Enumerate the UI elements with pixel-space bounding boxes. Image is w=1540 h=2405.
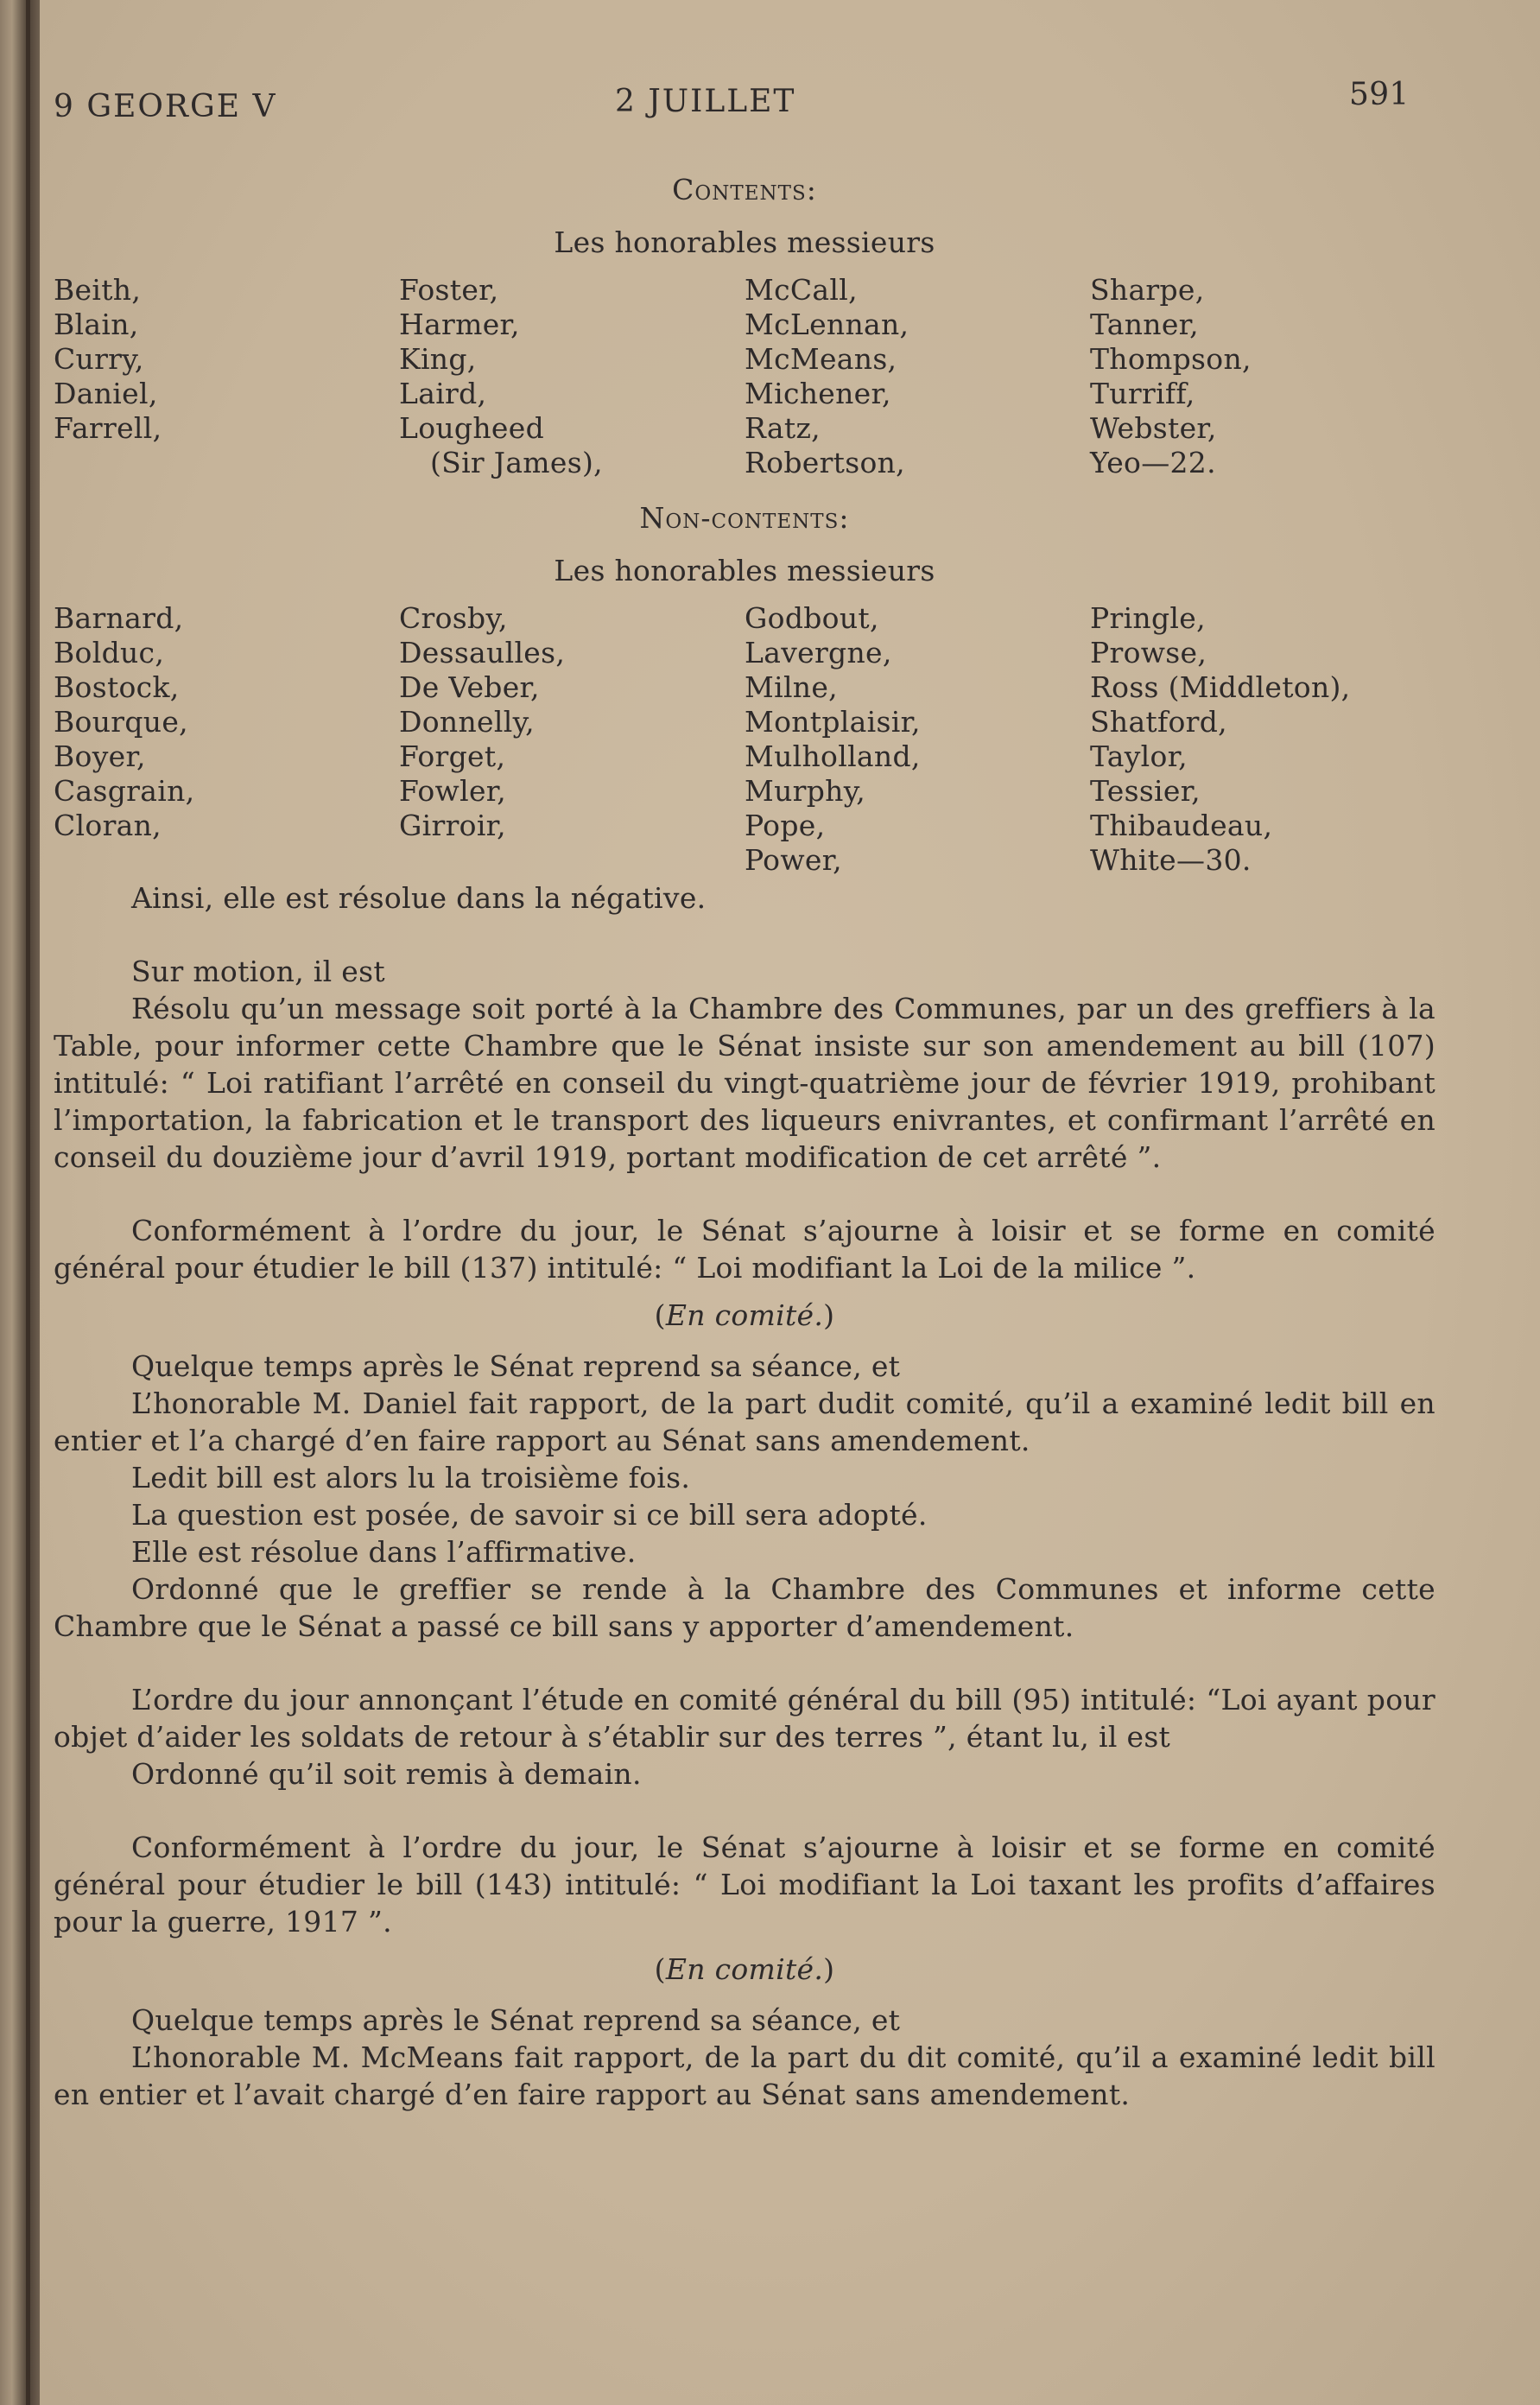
contents-heading: Contents: [672,173,817,206]
senator-name: Pringle, [1090,601,1206,635]
clerk-order: Ordonné que le greffier se rende à la Chambre des Communes et informe cette Chambre que le Sénat a passé ce bill sans y apporter d’amendement. [54,1572,1435,1643]
senator-name: King, [399,342,477,376]
non-contents-column [745,601,1090,878]
senator-name: Crosby, [399,601,508,635]
senator-name: Prowse, [1090,636,1207,669]
committee-note-text: En comité. [665,1298,824,1332]
contents-column [745,273,1090,480]
contents-column [399,273,745,480]
senator-name: Tanner, [1090,308,1199,341]
senator-name: Laird, [399,377,487,410]
senator-name: Webster, [1090,411,1217,445]
senator-name: Donnelly, [399,705,535,739]
senator-name: McLennan, [745,308,909,341]
page-content [54,76,1435,2113]
senator-name: Beith, [54,273,142,307]
senator-name: Power, [745,843,842,877]
non-contents-column [399,601,745,878]
non-contents-subheading: Les honorables messieurs [554,554,935,587]
committee-note: (En comité.) [654,1298,835,1332]
non-contents-name-list [54,601,1435,878]
sitting-resumed: Quelque temps après le Sénat reprend sa séance, et [131,1349,901,1383]
senator-name: Farrell, [54,411,162,445]
senator-name: Shatford, [1090,705,1227,739]
senator-name: Curry, [54,342,144,376]
senator-name: Ross (Middleton), [1090,670,1351,704]
senator-name: Cloran, [54,809,162,842]
contents-name-list [54,273,1435,480]
deferred-order: Ordonné qu’il soit remis à demain. [131,1757,642,1791]
contents-column [54,273,399,480]
committee-paragraph: Conformément à l’ordre du jour, le Sénat s’ajourne à loisir et se forme en comité général pour étudier le bill (137) intitulé: “ Loi modifiant la Loi de la milice ”. [54,1214,1435,1285]
senator-name: Lavergne, [745,636,892,669]
page-number: 591 [1349,77,1410,112]
senator-name: Ratz, [745,411,821,445]
senator-name: McCall, [745,273,858,307]
senator-name: Tessier, [1090,774,1201,808]
senator-name: McMeans, [745,342,897,376]
senator-name: Pope, [745,809,826,842]
senator-name: Casgrain, [54,774,195,808]
committee-note-2: (En comité.) [654,1952,835,1986]
header-regnal-year: 9 GEORGE V [54,89,277,124]
sitting-resumed-2: Quelque temps après le Sénat reprend sa séance, et [131,2003,901,2037]
senator-name: Turriff, [1090,377,1195,410]
senator-name: Thibaudeau, [1090,809,1273,842]
senator-name: Michener, [745,377,891,410]
senator-name: Girroir, [399,809,506,842]
committee-paragraph-2: Conformément à l’ordre du jour, le Sénat s’ajourne à loisir et se forme en comité général pour étudier le bill (143) intitulé: “ Loi modifiant la Loi taxant les profits d’affaires pour la guerre, 1917 ”. [54,1831,1435,1939]
senator-name: Daniel, [54,377,158,410]
senator-name: Yeo—22. [1090,446,1216,479]
book-binding-edge [0,0,40,2405]
senator-name: Bourque, [54,705,188,739]
senator-name: Taylor, [1090,739,1188,773]
contents-column [1090,273,1435,480]
header-date: 2 JUILLET [615,84,796,119]
committee-report: L’honorable M. Daniel fait rapport, de la part dudit comité, qu’il a examiné ledit bill en entier et l’a chargé d’en faire rapport au Sénat sans amendement. [54,1387,1435,1457]
senator-name: Godbout, [745,601,879,635]
senator-name: Foster, [399,273,499,307]
senator-name: White—30. [1090,843,1252,877]
non-contents-column [54,601,399,878]
committee-note-text: En comité. [665,1952,824,1986]
senator-name: Thompson, [1090,342,1252,376]
senator-name: Barnard, [54,601,184,635]
senator-name: Montplaisir, [745,705,921,739]
affirmative-result: Elle est résolue dans l’affirmative. [131,1535,637,1569]
senator-name: Forget, [399,739,506,773]
question-put: La question est posée, de savoir si ce bill sera adopté. [131,1498,928,1532]
third-reading: Ledit bill est alors lu la troisième fois. [131,1461,691,1494]
senator-name: Murphy, [745,774,866,808]
senator-name: Sharpe, [1090,273,1205,307]
senator-name: Bostock, [54,670,180,704]
senator-name: Boyer, [54,739,146,773]
senator-name: De Veber, [399,670,540,704]
senator-name: Bolduc, [54,636,165,669]
senator-name: Milne, [745,670,838,704]
senator-name: Blain, [54,308,139,341]
running-header [54,76,1435,154]
senator-name: Mulholland, [745,739,921,773]
non-contents-column [1090,601,1435,878]
resolution-paragraph: Résolu qu’un message soit porté à la Chambre des Communes, par un des greffiers à la Table, pour informer cette Chambre que le Sénat insiste sur son amendement au bill (107) intitulé: “ Loi ratifiant l’arrêté en conseil du vingt-quatrième jour de février 1919, prohibant l’importation, la fabrication et le transport des liqueurs enivrantes, et confirmant l’arrêté en conseil du douzième jour d’avril 1919, portant modification de cet arrêté ”. [54,992,1435,1174]
vote-result: Ainsi, elle est résolue dans la négative. [131,881,707,915]
committee-report-2: L’honorable M. McMeans fait rapport, de la part du dit comité, qu’il a examiné ledit bill en entier et l’avait chargé d’en faire rapport au Sénat sans amendement. [54,2040,1435,2111]
senator-name: Fowler, [399,774,507,808]
contents-subheading: Les honorables messieurs [554,225,935,259]
non-contents-heading: Non-contents: [639,501,850,535]
senator-name: Lougheed [399,411,544,445]
motion-intro: Sur motion, il est [131,955,385,988]
senator-name: Harmer, [399,308,520,341]
senator-name: (Sir James), [430,446,603,479]
order-of-day-paragraph: L’ordre du jour annonçant l’étude en comité général du bill (95) intitulé: “Loi ayant pour objet d’aider les soldats de retour à s’établir sur des terres ”, étant lu, il est [54,1683,1435,1754]
senator-name: Robertson, [745,446,905,479]
senator-name: Dessaulles, [399,636,566,669]
